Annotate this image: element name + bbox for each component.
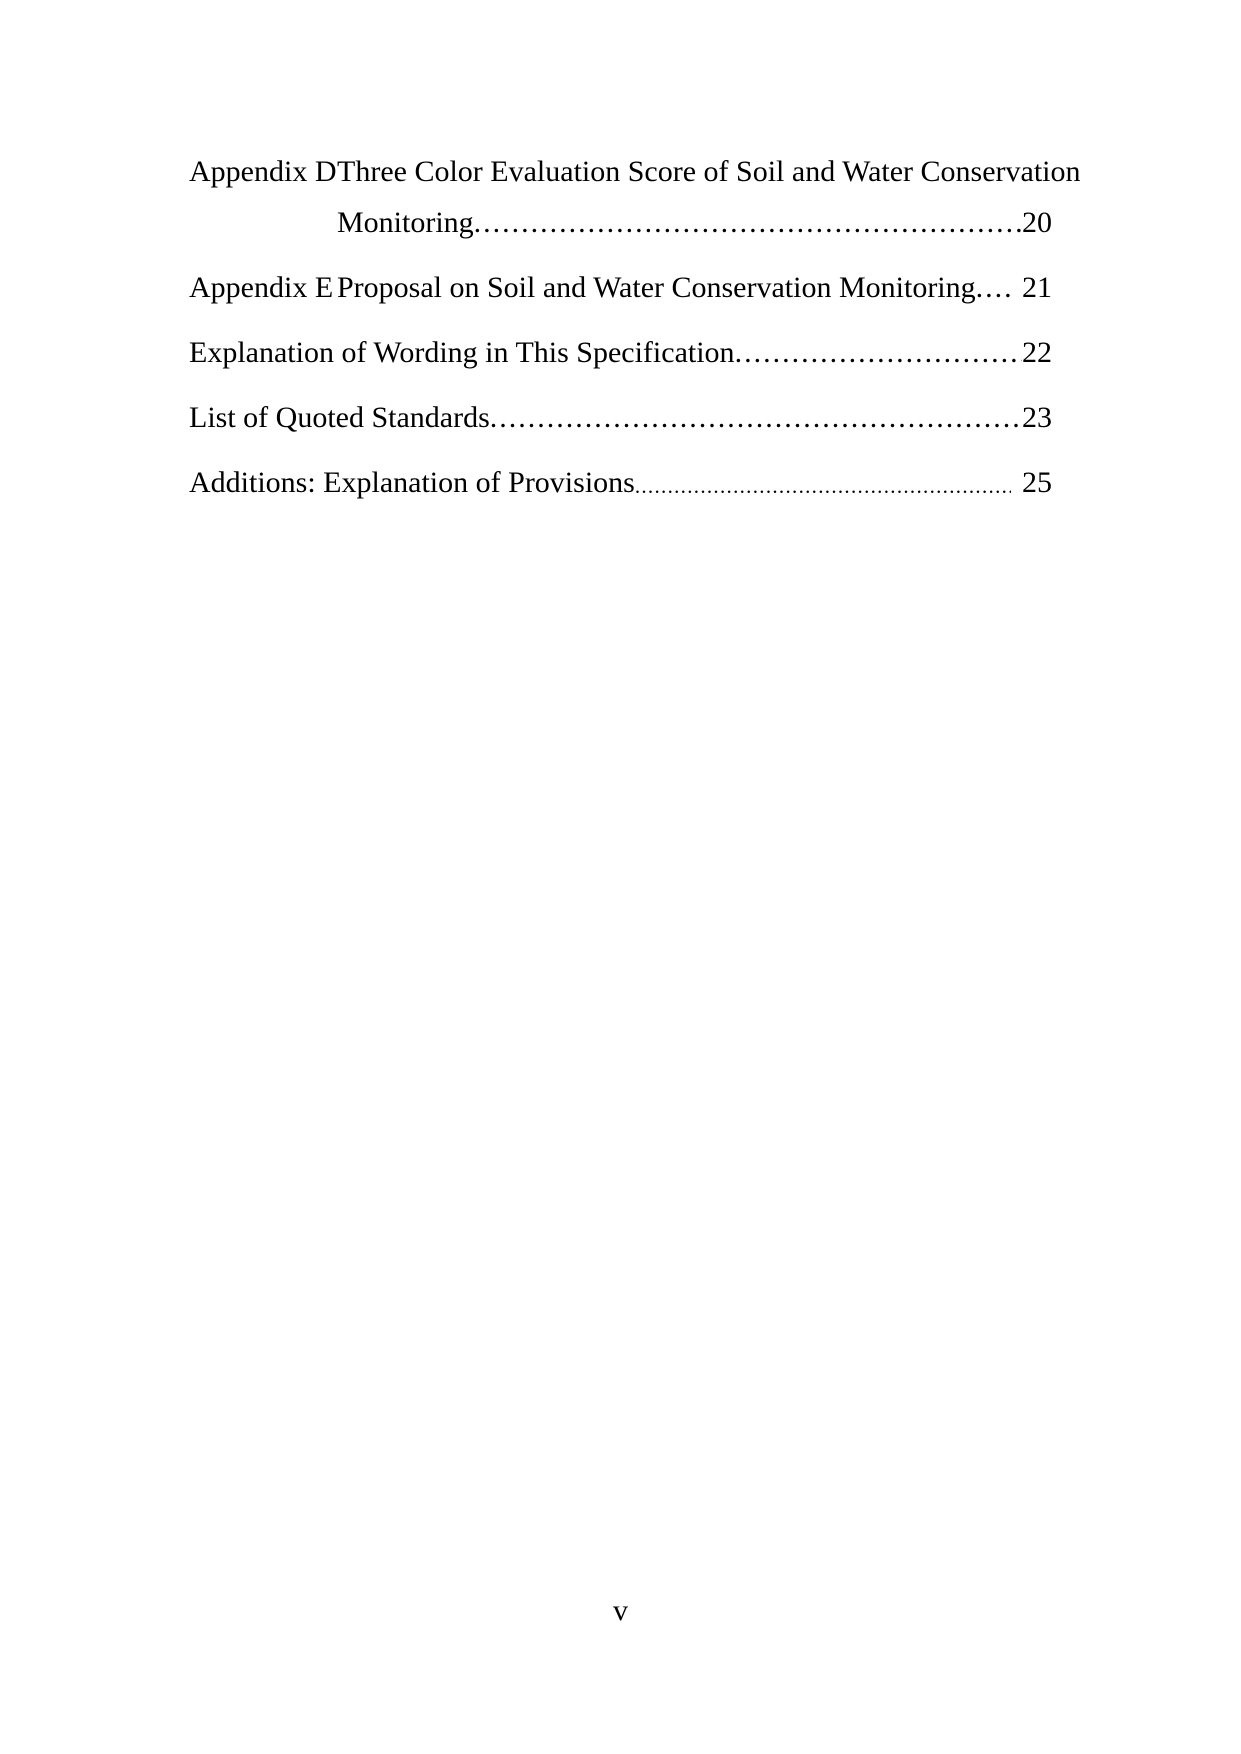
toc-page-number: 25 (1022, 466, 1052, 499)
dot-leader (490, 392, 1022, 443)
page-footer (0, 1594, 1241, 1628)
toc-entry-title: Three Color Evaluation Score of Soil and Water Conservation (337, 155, 1081, 188)
toc-entry-continuation-text: Monitoring (337, 206, 474, 239)
toc-entry-appendix-d (189, 146, 1081, 197)
toc-entry-title: Explanation of Wording in This Specification (189, 336, 735, 369)
dot-leader (474, 197, 1022, 248)
toc-entry-additions (189, 457, 1052, 508)
toc-page-number: 20 (1022, 206, 1052, 239)
toc-page-number: 21 (1022, 271, 1052, 304)
toc-entry-label: Appendix D (189, 155, 337, 188)
toc-entry-title: Proposal on Soil and Water Conservation Monitoring (337, 271, 976, 304)
toc-entry-title: Additions: Explanation of Provisions (189, 466, 635, 499)
dot-leader (735, 327, 1022, 378)
dot-leader (976, 262, 1011, 313)
table-of-contents (189, 146, 1081, 508)
toc-page-number: 22 (1022, 336, 1052, 369)
toc-entry-appendix-d-continuation (189, 197, 1052, 248)
toc-page-number: 23 (1022, 401, 1052, 434)
toc-entry-label: Appendix E (189, 271, 334, 304)
toc-entry-explanation-of-wording (189, 327, 1052, 378)
toc-entry-title: List of Quoted Standards (189, 401, 490, 434)
toc-entry-list-of-quoted-standards (189, 392, 1052, 443)
dot-leader (635, 461, 1011, 512)
toc-entry-appendix-e (189, 262, 1052, 313)
footer-page-number: v (613, 1594, 628, 1627)
